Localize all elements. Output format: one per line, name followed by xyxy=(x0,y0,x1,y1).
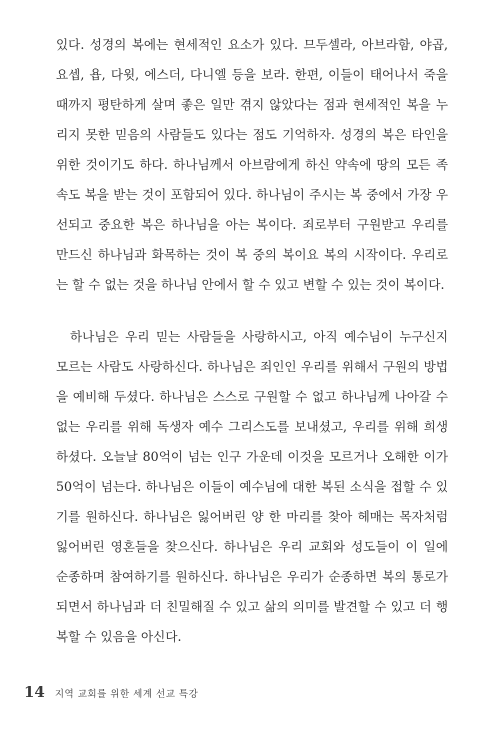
text-line: 되면서 하나님과 더 친밀해질 수 있고 삶의 의미를 발견할 수 있고 더 행 xyxy=(56,599,448,614)
text-line: 잃어버린 영혼들을 찾으신다. 하나님은 우리 교회와 성도들이 이 일에 xyxy=(56,539,448,554)
page-number: 14 xyxy=(24,683,45,701)
text-line: 없는 우리를 위해 독생자 예수 그리스도를 보내셨고, 우리를 위해 희생 xyxy=(56,419,448,434)
text-line: 하나님은 우리 믿는 사람들을 사랑하시고, 아직 예수님이 누구신지 xyxy=(70,329,448,344)
text-line: 요셉, 욥, 다윗, 에스더, 다니엘 등을 보라. 한편, 이들이 태어나서 죽을 xyxy=(56,67,448,82)
text-line: 50억이 넘는다. 하나님은 이들이 예수님에 대한 복된 소식을 접할 수 있 xyxy=(56,479,448,494)
text-line: 때까지 평탄하게 살며 좋은 일만 겪지 않았다는 점과 현세적인 복을 누 xyxy=(56,97,448,112)
text-line: 있다. 성경의 복에는 현세적인 요소가 있다. 므두셀라, 아브라함, 야곱, xyxy=(56,37,448,52)
text-line: 만드신 하나님과 화목하는 것이 복 중의 복이요 복의 시작이다. 우리로 xyxy=(56,247,448,262)
text-line: 기를 원하신다. 하나님은 잃어버린 양 한 마리를 찾아 헤매는 목자처럼 xyxy=(56,509,448,524)
running-title: 지역 교회를 위한 세계 선교 특강 xyxy=(54,689,199,700)
text-line: 을 예비해 두셨다. 하나님은 스스로 구원할 수 없고 하나님께 나아갈 수 xyxy=(56,389,448,404)
text-line: 속도 복을 받는 것이 포함되어 있다. 하나님이 주시는 복 중에서 가장 우 xyxy=(56,187,448,202)
text-line: 모르는 사람도 사랑하신다. 하나님은 죄인인 우리를 위해서 구원의 방법 xyxy=(56,359,448,374)
page-footer xyxy=(24,683,198,705)
text-line: 선되고 중요한 복은 하나님을 아는 복이다. 죄로부터 구원받고 우리를 xyxy=(56,217,448,232)
text-line: 순종하며 참여하기를 원하신다. 하나님은 우리가 순종하면 복의 통로가 xyxy=(56,569,448,584)
paragraph-2 xyxy=(56,322,448,652)
text-line: 리지 못한 믿음의 사람들도 있다는 점도 기억하자. 성경의 복은 타인을 xyxy=(56,127,448,142)
text-line: 위한 것이기도 하다. 하나님께서 아브람에게 하신 약속에 땅의 모든 족 xyxy=(56,157,448,172)
text-line: 는 할 수 없는 것을 하나님 안에서 할 수 있고 변할 수 있는 것이 복이다. xyxy=(56,277,445,292)
text-line: 하셨다. 오늘날 80억이 넘는 인구 가운데 이것을 모르거나 오해한 이가 xyxy=(56,449,448,464)
paragraph-1 xyxy=(56,30,448,300)
text-line: 복할 수 있음을 아신다. xyxy=(56,629,182,644)
